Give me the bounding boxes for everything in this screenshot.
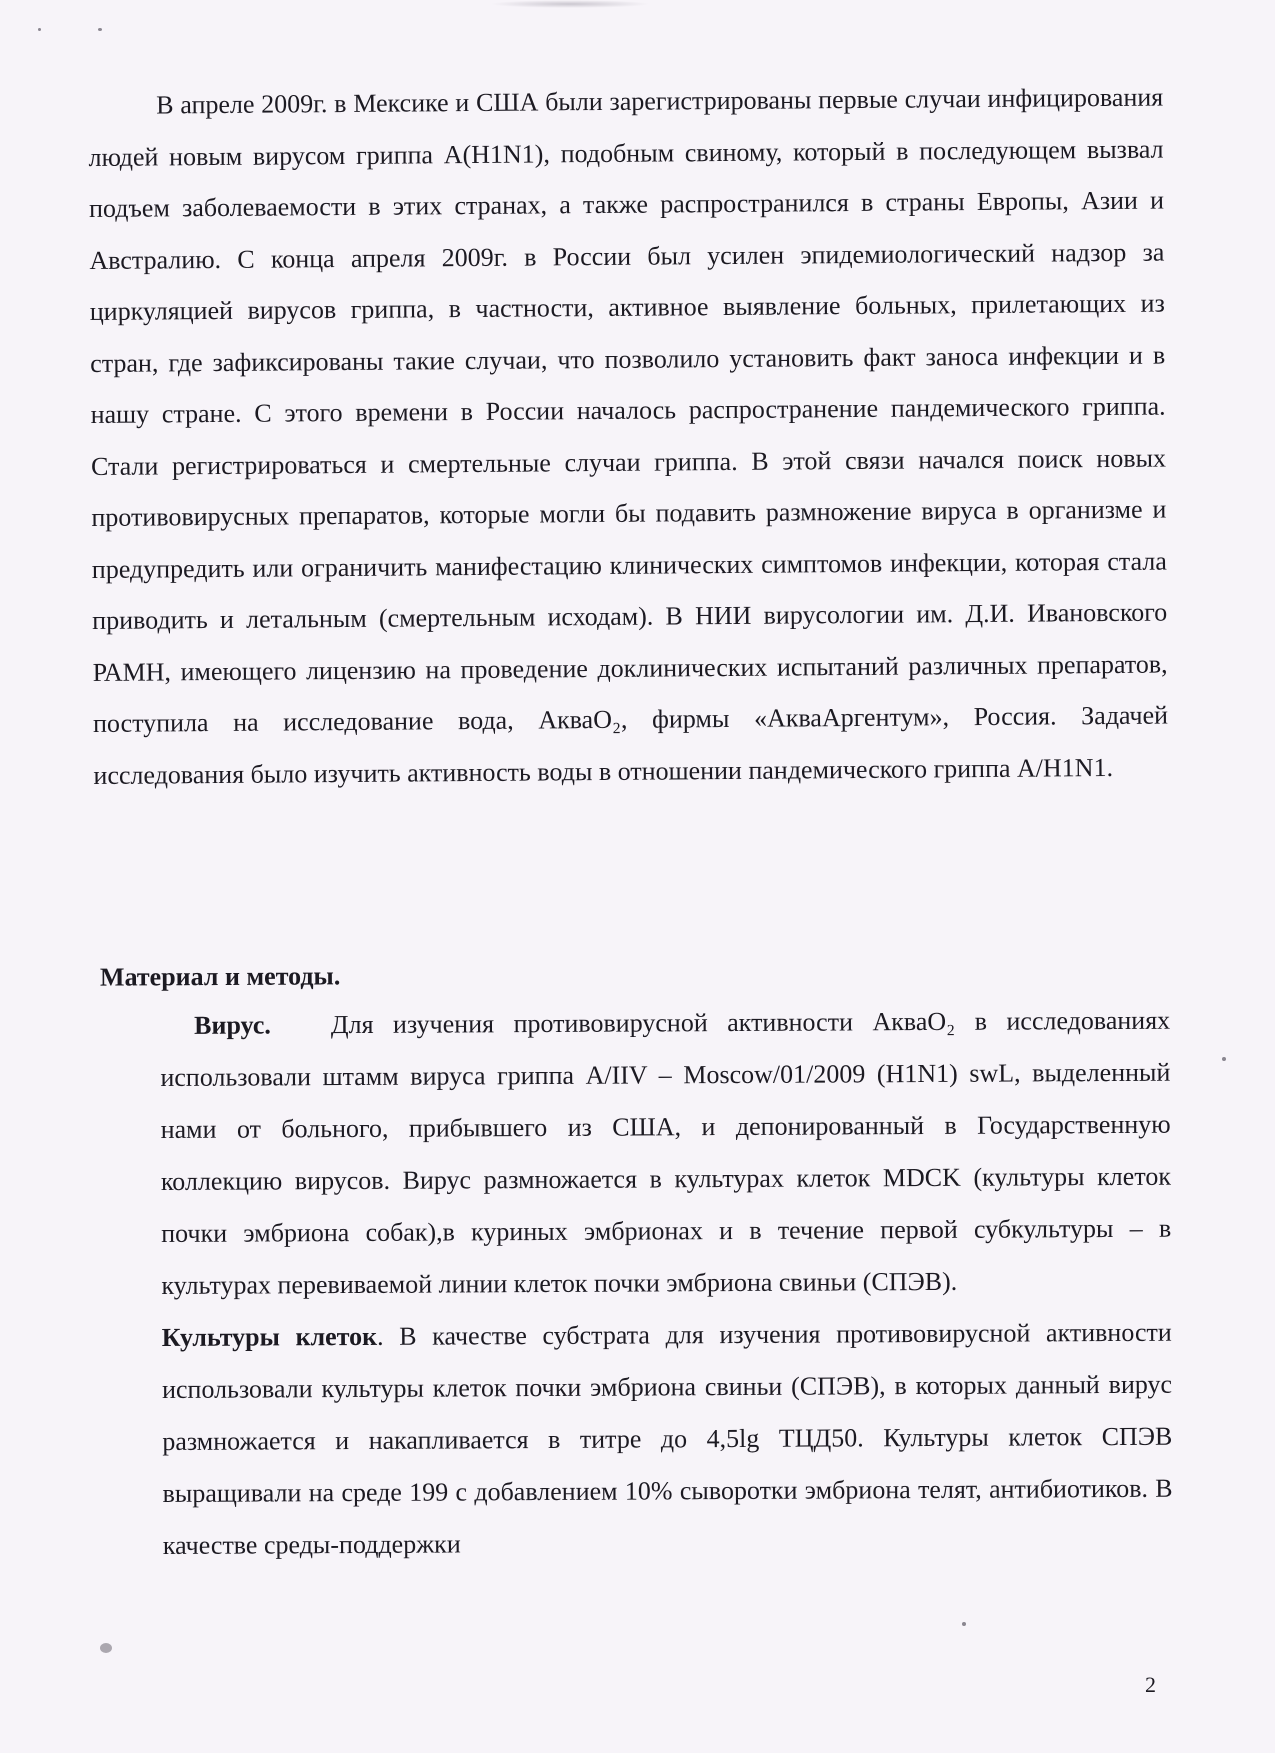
intro-paragraph: В апреле 2009г. в Мексике и США были зарегистрированы первые случаи инфицирования людей новым вирусом гриппа A(H1N1), подобным свиному, который в последующем вызвал подъем заболеваемости в этих странах, а также распространился в страны Европы, Азии и Австралию. С конца апреля 2009г. в России был усилен эпидемиологический надзор за циркуляцией вирусов гриппа, в частности, активное выявление больных, прилетающих из стран, где зафиксированы такие случаи, что позволило установить факт заноса инфекции и в нашу стране. С этого времени в России началось распространение пандемического гриппа. Стали регистрироваться и смертельные случаи гриппа. В этой связи начался поиск новых противовирусных препаратов, которые могли бы подавить размножение вируса в организме и предупредить или ограничить манифестацию клинических симптомов инфекции, которая стала приводить и летальным (смертельным исходам). В НИИ вирусологии им. Д.И. Ивановского РАМН, имеющего лицензию на проведение доклинических испытаний различных препаратов, поступила на исследование вода, АкваО₂, фирмы «АкваАргентум», Россия. Задачей исследования было изучить активность воды в отношении пандемического гриппа A/H1N1. [88,82,1169,790]
virus-paragraph [160,995,1172,1312]
virus-text: Для изучения противовирусной активности АкваО₂ в исследованиях использовали штамм вируса гриппа A/IIV – Moscow/01/2009 (H1N1) swL, выделенный нами от больного, прибывшего из США, и депонированный в Государственную коллекцию вирусов. Вирус размножается в культурах клеток MDCK (культуры клеток почки эмбриона собак),в куриных эмбрионах и в течение первой субкультуры – в культурах перевиваемой линии клеток почки эмбриона свиньи (СПЭВ). [160,1005,1172,1300]
cultures-text: . В качестве субстрата для изучения противовирусной активности использовали культуры клеток почки эмбриона свиньи (СПЭВ), в которых данный вирус размножается и накапливается в титре до 4,5lg ТЦД50. Культуры клеток СПЭВ выращивали на среде 199 с добавлением 10% сыворотки эмбриона телят, антибиотиков. В качестве среды-поддержки [161,1317,1173,1560]
section-heading: Материал и методы. [99,961,341,992]
methods-block [160,995,1173,1572]
scan-speck [38,28,41,31]
scan-speck [100,1643,112,1653]
virus-term: Вирус. [194,1010,271,1040]
scan-speck [962,1622,966,1626]
scan-artifact [490,0,650,8]
cultures-term: Культуры клеток [161,1321,378,1352]
scan-speck [1222,1057,1226,1061]
page-number: 2 [1145,1672,1156,1697]
scan-speck [98,28,102,31]
cultures-paragraph [162,1307,1173,1572]
